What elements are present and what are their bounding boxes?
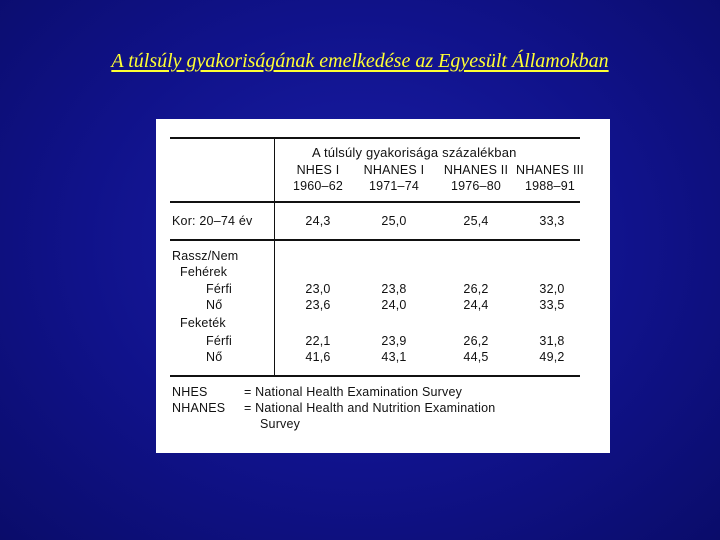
column-survey-name: NHANES III [516, 163, 584, 177]
table-cell: 23,8 [381, 282, 407, 296]
group-heading: Rassz/Nem [172, 249, 239, 263]
slide-title: A túlsúly gyakoriságának emelkedése az Egyesült Államokban [111, 50, 609, 72]
table-cell: 22,1 [305, 334, 331, 348]
column-survey-name: NHES I [296, 163, 340, 177]
footnote-text: = National Health Examination Survey [244, 385, 463, 399]
bottom-rule [170, 375, 580, 377]
table-image-panel [156, 119, 610, 453]
table-cell: 26,2 [463, 282, 489, 296]
column-divider [274, 137, 275, 375]
white-men-label: Férfi [206, 282, 232, 296]
column-years: 1988–91 [524, 179, 576, 193]
column-survey-name: NHANES II [443, 163, 509, 177]
table-cell: 24,3 [305, 214, 331, 228]
table-cell: 41,6 [305, 350, 331, 364]
white-women-label: Nő [206, 298, 223, 312]
table-header-title: A túlsúly gyakorisága százalékban [312, 145, 517, 160]
column-years: 1971–74 [368, 179, 420, 193]
table-cell: 49,2 [539, 350, 565, 364]
table-cell: 23,0 [305, 282, 331, 296]
top-rule [170, 137, 580, 139]
footnote-abbr: NHES [172, 385, 208, 399]
table-cell: 23,9 [381, 334, 407, 348]
table-cell: 23,6 [305, 298, 331, 312]
black-men-label: Férfi [206, 334, 232, 348]
table-cell: 24,4 [463, 298, 489, 312]
table-cell: 33,5 [539, 298, 565, 312]
footnote-continuation: Survey [260, 417, 301, 431]
table-cell: 25,0 [381, 214, 407, 228]
column-survey-name: NHANES I [363, 163, 425, 177]
age-rule [170, 239, 580, 241]
table-cell: 26,2 [463, 334, 489, 348]
column-years: 1976–80 [450, 179, 502, 193]
table-cell: 33,3 [539, 214, 565, 228]
table-cell: 32,0 [539, 282, 565, 296]
column-years: 1960–62 [292, 179, 344, 193]
table-cell: 44,5 [463, 350, 489, 364]
header-rule [170, 201, 580, 203]
footnote-text: = National Health and Nutrition Examination [244, 401, 496, 415]
table-cell: 24,0 [381, 298, 407, 312]
footnote-abbr: NHANES [172, 401, 226, 415]
white-group-label: Fehérek [180, 265, 228, 279]
black-group-label: Feketék [180, 316, 226, 330]
black-women-label: Nő [206, 350, 223, 364]
table-cell: 31,8 [539, 334, 565, 348]
table-cell: 25,4 [463, 214, 489, 228]
table-cell: 43,1 [381, 350, 407, 364]
age-row-label: Kor: 20–74 év [172, 214, 253, 228]
